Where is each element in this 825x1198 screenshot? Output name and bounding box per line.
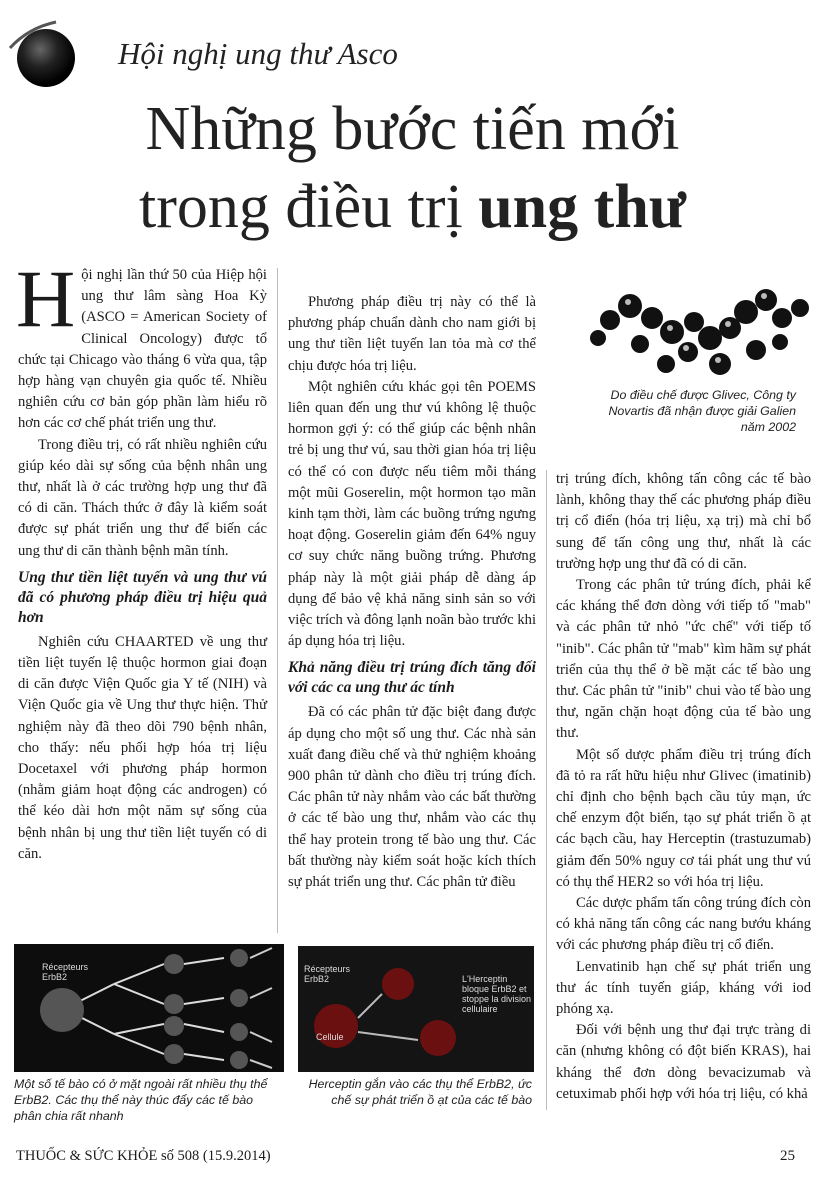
left-image-label: Récepteurs ErbB2 bbox=[42, 962, 89, 982]
col2-paragraph-1: Phương pháp điều trị này có thể là phương pháp chuẩn dành cho nam giới bị ung thư tiền liệt tuyến lan tỏa mà cơ thể chịu được hóa trị liệu. bbox=[288, 294, 536, 374]
col1-paragraph-1: Hội nghị lần thứ 50 của Hiệp hội ung thư lâm sàng Hoa Kỳ (ASCO = American Society of Clinical Oncology) được tổ chức tại Chicago vào tháng 6 vừa qua, tập hợp hàng vạn chuyên gia quốc tế. Nhiều nghiên cứu cơ bản góp phần làm hiểu rõ hơn các cơ chế phát triển ung thư. bbox=[16, 253, 267, 432]
column-1 bbox=[16, 253, 267, 865]
col1-paragraph-2: Trong điều trị, có rất nhiều nghiên cứu giúp kéo dài sự sống của bệnh nhân ung thư, nhất là ở các trường hợp ung thư đã có di căn. Thách thức ở đây là kiểm soát được sự phát triển ung thư để biến các ung thư di căn thành bệnh mãn tính. bbox=[18, 436, 267, 559]
column-divider bbox=[546, 470, 547, 1110]
col3-paragraph-6: Đối với bệnh ung thư đại trực tràng di căn (nhưng không có đột biến KRAS), hai kháng thể đơn dòng bevacizumab và cetuximab phối hợp với hóa trị liệu, có khả bbox=[556, 1022, 811, 1102]
col2-heading: Khả năng điều trị trúng đích tăng đối với các ca ung thư ác tính bbox=[288, 659, 536, 697]
col3-paragraph-2: Trong các phân tử trúng đích, phải kể các kháng thể đơn dòng với tiếp tố "mab" và các phân tử nhỏ "ức chế" với tiếp tố "inib". Các phân tử "mab" kìm hãm sự phát triển của thụ thể ở bề mặt các tế bào ung thư. Các phân tử "inib" chui vào tế bào ung thư, ngăn chặn hoạt động của tế bào ung thư. bbox=[556, 577, 811, 742]
section-kicker: Hội nghị ung thư Asco bbox=[118, 36, 398, 71]
title-plain: trong điều trị bbox=[138, 173, 479, 241]
title-bold: ung thư bbox=[478, 173, 686, 241]
col3-paragraph-1: trị trúng đích, không tấn công các tế bào lành, không thay thế các phương pháp điều trị cổ điển (hóa trị liệu, xạ trị) mà chỉ bổ sung để tấn công ung thư, nhất là các trường hợp ung thư đã có di căn. bbox=[556, 471, 811, 572]
col3-paragraph-5: Lenvatinib hạn chế sự phát triển ung thư ác tính tuyến giáp, kháng với iod phóng xạ. bbox=[556, 958, 811, 1018]
page-number: 25 bbox=[780, 1148, 795, 1164]
herceptin-image bbox=[298, 946, 534, 1072]
footer-magazine: THUỐC & SỨC KHỎE số 508 (15.9.2014) bbox=[16, 1148, 271, 1164]
col2-paragraph-2: Một nghiên cứu khác gọi tên POEMS liên quan đến ung thư vú không lệ thuộc hormon gợi ý: có thể giúp các bệnh nhân trẻ bị ung thư vú, sau thời gian hóa trị liệu có thể có con được nếu tiêm mỗi tháng một mũi Goserelin, một hormon tạo mãn kinh tạm thời, làm các buồng trứng ngưng hoạt động. Goserelin giảm đến 64% nguy cơ suy chức năng buồng trứng. Phương pháp này là một giải pháp dễ dàng áp dụng để bảo vệ khả năng sinh sản so với việc trích và đông lạnh noãn bào trước khi áp dụng hóa trị liệu. bbox=[288, 378, 536, 650]
article-title-line1: Những bước tiến mới bbox=[145, 95, 680, 163]
header-ornament bbox=[8, 18, 78, 88]
column-divider bbox=[277, 268, 278, 933]
col2-paragraph-3: Đã có các phân tử đặc biệt đang được áp dụng cho một số ung thư. Các nhà sản xuất đang điều chế và thử nghiệm khoảng 900 phân tử dành cho điều trị trúng đích. Các phân tử này nhắm vào các bất thường ở các tế bào ung thư, nhắm vào các thụ thể hay protein trong tế bào ung thư. Các bất thường này kiểm soát hoặc kích thích sự phát triển ung thư. Các phân tử điều bbox=[288, 704, 536, 891]
mid-image-caption: Herceptin gắn vào các thụ thể ErbB2, ức chế sự phát triển ồ ạt của các tế bào bbox=[308, 1077, 532, 1107]
col3-paragraph-3: Một số dược phẩm điều trị trúng đích đã tỏ ra rất hữu hiệu như Glivec (imatinib) chỉ định cho bệnh bạch cầu tủy mạn, ức chế enzym đột biến, tạo sự phát triển ồ ạt các bạch cầu, hay Herceptin (trastuzumab) giảm đến 50% nguy cơ tái phát ung thư vú có thụ thể HER2 so với hóa trị liệu. bbox=[556, 746, 811, 890]
mid-image-cell-label: Cellule bbox=[316, 1032, 344, 1042]
article-title-line2 bbox=[0, 174, 825, 240]
col1-paragraph-3: Nghiên cứu CHAARTED về ung thư tiền liệt tuyến lệ thuộc hormon giai đoạn di căn được Viện Quốc gia Y tế (NIH) và Viện Quốc gia về Ung thư thực hiện. Thử nghiệm này đã theo dõi 790 bệnh nhân, cho thấy: nếu phối hợp hóa trị liệu Docetaxel với phương pháp hormon (nhằm giảm hoạt động các androgen) có thể kéo dài hơn một năm sự sống của bệnh nhân bị ung thư tiền liệt tuyến có di căn. bbox=[18, 633, 267, 862]
mid-image-receptors-label: Récepteurs ErbB2 bbox=[304, 964, 351, 984]
molecule-image bbox=[570, 272, 820, 390]
mid-image-herceptin-label: L'Herceptin bloque ErbB2 et stoppe la division cellulaire bbox=[462, 974, 532, 1014]
erbb2-cells-image bbox=[14, 944, 284, 1072]
col3-paragraph-4: Các dược phẩm tấn công trúng đích còn có khả năng tấn công các nang bướu kháng với các phương pháp điều trị cổ điển. bbox=[556, 895, 811, 954]
molecule-caption: Do điều chế được Glivec, Công ty Novartis đã nhận được giải Galien năm 2002 bbox=[608, 388, 796, 434]
col1-heading: Ung thư tiền liệt tuyến và ung thư vú đã có phương pháp điều trị hiệu quả hơn bbox=[18, 568, 267, 626]
column-2 bbox=[288, 292, 536, 893]
drop-cap: H bbox=[16, 253, 76, 344]
left-image-caption: Một số tế bào có ở mặt ngoài rất nhiều thụ thể ErbB2. Các thụ thể này thúc đẩy các tế bào phân chia rất nhanh bbox=[14, 1077, 268, 1123]
column-3 bbox=[556, 469, 811, 1105]
